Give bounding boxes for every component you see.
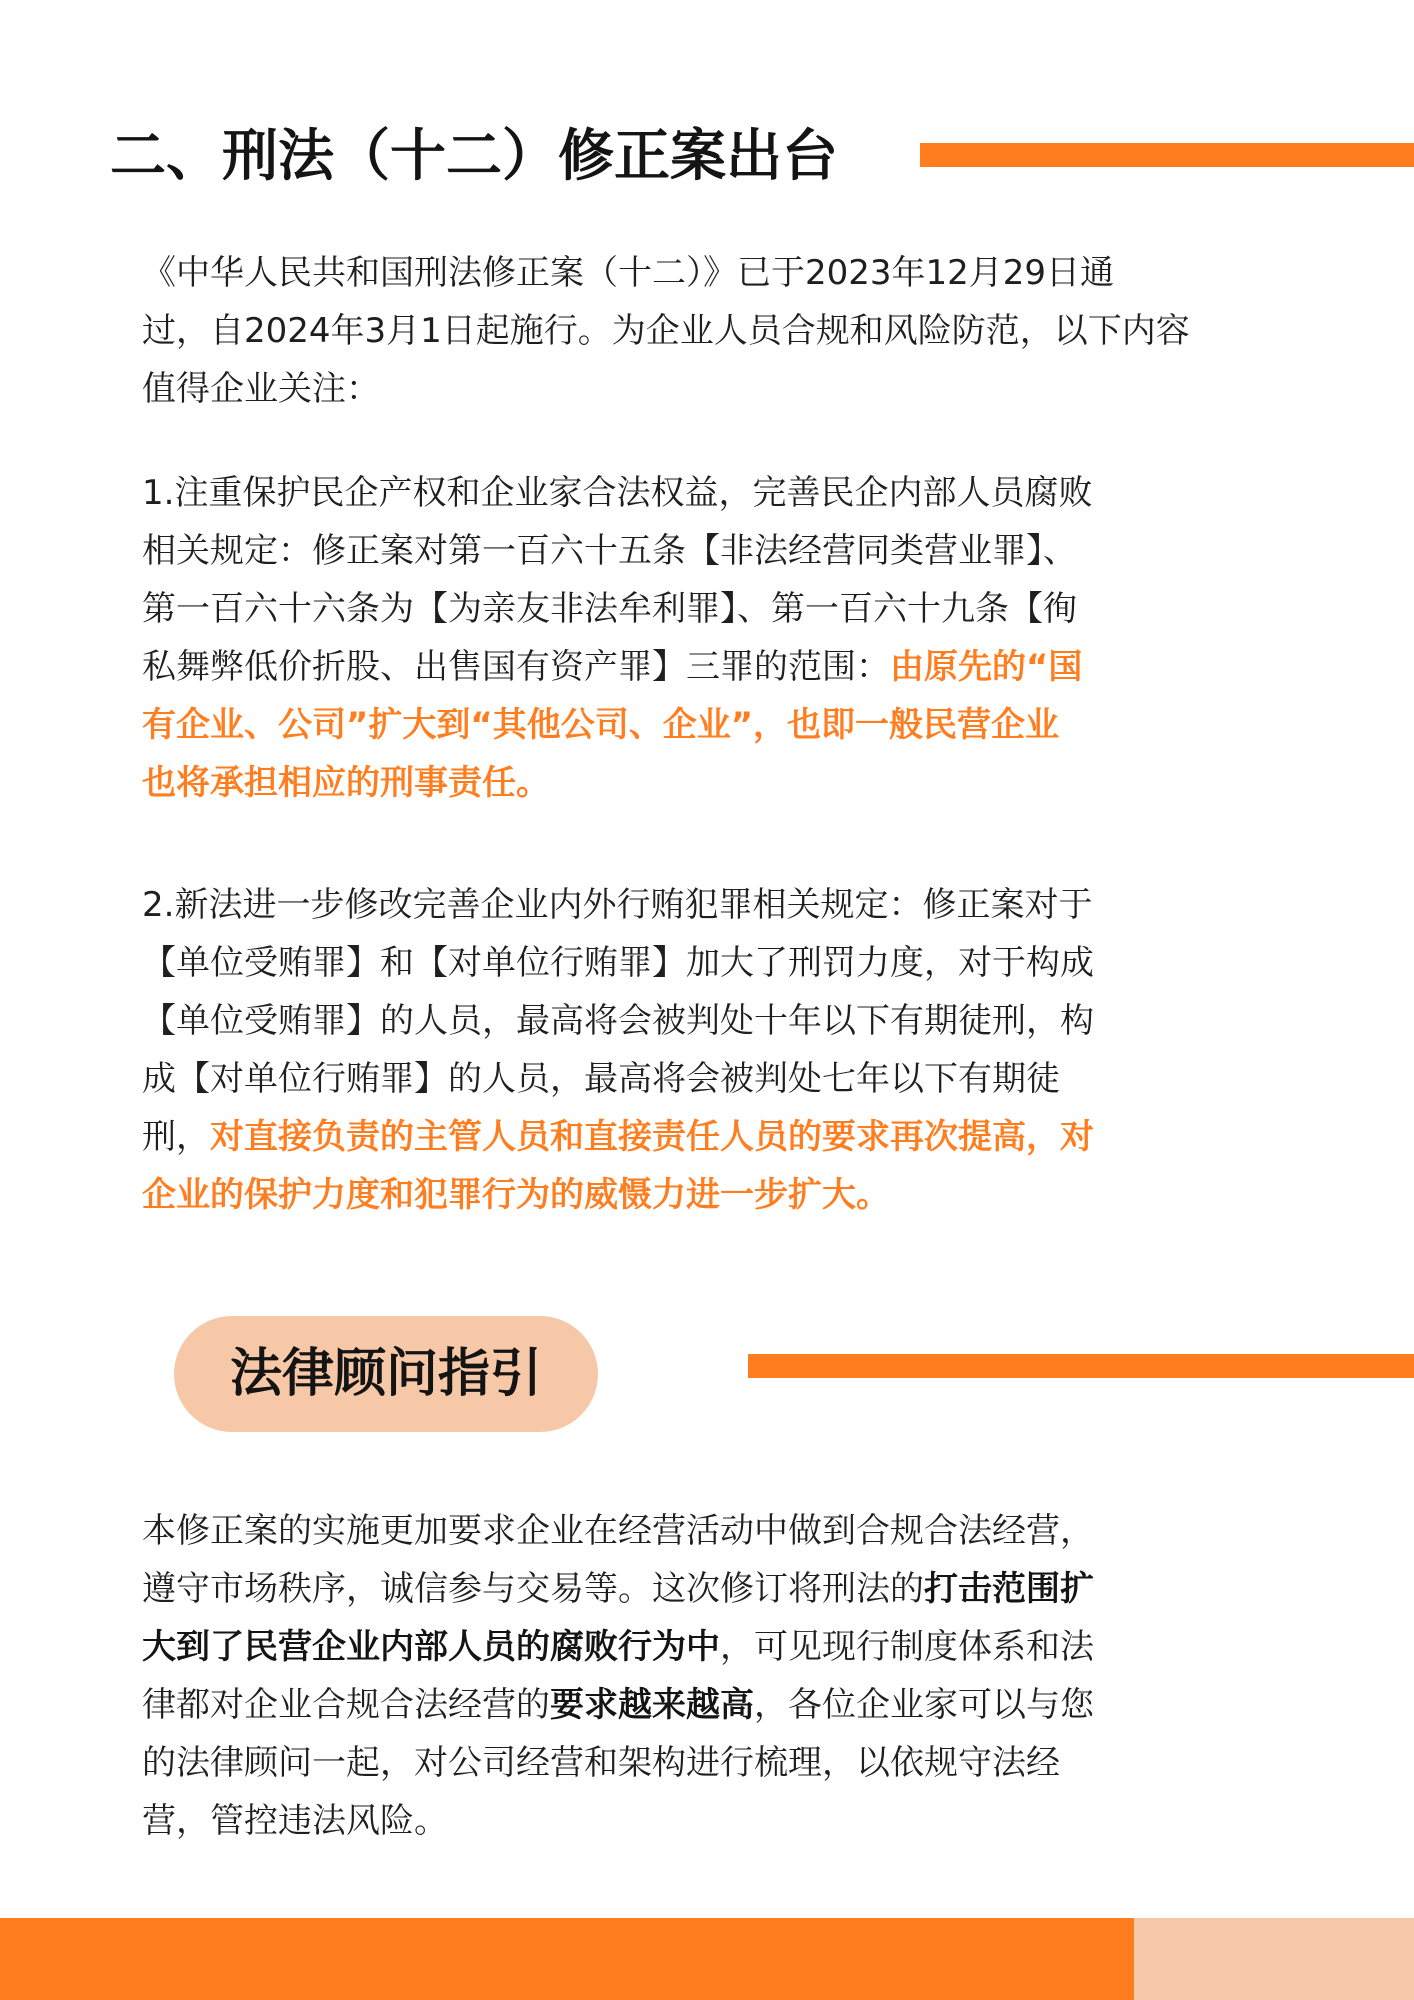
title-accent-bar: [920, 143, 1414, 167]
point-2-line: 【单位受贿罪】的人员，最高将会被判处十年以下有期徒刑，构: [142, 1001, 1094, 1041]
guide-line: [142, 1560, 1282, 1618]
point-1-line: [142, 638, 1282, 696]
guide-line: 营，管控违法风险。: [142, 1801, 448, 1841]
guide-heading: 法律顾问指引: [229, 1344, 542, 1404]
point-2-paragraph: [142, 876, 1282, 1224]
point-1-text: 私舞弊低价折股、出售国有资产罪】三罪的范围：: [142, 647, 890, 687]
guide-text: ，可见现行制度体系和法: [720, 1627, 1094, 1667]
guide-bold-text: 打击范围扩: [924, 1569, 1094, 1609]
guide-bold-text: 大到了民营企业内部人员的腐败行为中: [142, 1627, 720, 1667]
guide-paragraph: [142, 1502, 1282, 1850]
point-2-line: 2.新法进一步修改完善企业内外行贿犯罪相关规定：修正案对于: [142, 885, 1093, 925]
point-1-highlight-line: 也将承担相应的刑事责任。: [142, 763, 550, 803]
guide-bold-text: 要求越来越高: [550, 1685, 754, 1725]
point-2-text: 刑，: [142, 1117, 210, 1157]
point-1-line: 第一百六十六条为【为亲友非法牟利罪】、第一百六十九条【徇: [142, 589, 1077, 629]
section-title: 二、刑法（十二）修正案出台: [110, 124, 838, 189]
point-1-line: 相关规定：修正案对第一百六十五条【非法经营同类营业罪】、: [142, 531, 1077, 571]
point-2-highlight-line: 企业的保护力度和犯罪行为的威慑力进一步扩大。: [142, 1175, 890, 1215]
point-2-line: 成【对单位行贿罪】的人员，最高将会被判处七年以下有期徒: [142, 1059, 1060, 1099]
footer-bar-orange: [0, 1918, 1134, 2000]
point-2-highlight: 对直接负责的主管人员和直接责任人员的要求再次提高，对: [210, 1117, 1094, 1157]
point-1-highlight: 由原先的“国: [890, 647, 1083, 687]
point-1-paragraph: [142, 464, 1282, 812]
intro-paragraph: [142, 244, 1282, 418]
intro-line: 值得企业关注：: [142, 369, 380, 409]
point-2-line: 【单位受贿罪】和【对单位行贿罪】加大了刑罚力度，对于构成: [142, 943, 1094, 983]
guide-line: 的法律顾问一起，对公司经营和架构进行梳理，以依规守法经: [142, 1743, 1060, 1783]
point-2-line: [142, 1108, 1282, 1166]
intro-line: 《中华人民共和国刑法修正案（十二）》已于2023年12月29日通: [142, 253, 1115, 293]
guide-accent-bar: [748, 1354, 1414, 1378]
guide-line: [142, 1618, 1282, 1676]
footer-bar-peach: [1134, 1918, 1414, 2000]
guide-line: 本修正案的实施更加要求企业在经营活动中做到合规合法经营，: [142, 1511, 1094, 1551]
point-1-highlight-line: 有企业、公司”扩大到“其他公司、企业”，也即一般民营企业: [142, 705, 1060, 745]
guide-line: [142, 1676, 1282, 1734]
intro-line: 过，自2024年3月1日起施行。为企业人员合规和风险防范，以下内容: [142, 311, 1190, 351]
guide-text: 遵守市场秩序，诚信参与交易等。这次修订将刑法的: [142, 1569, 924, 1609]
guide-text: ，各位企业家可以与您: [754, 1685, 1094, 1725]
guide-heading-badge: [174, 1316, 598, 1432]
point-1-line: 1.注重保护民企产权和企业家合法权益，完善民企内部人员腐败: [142, 473, 1093, 513]
guide-text: 律都对企业合规合法经营的: [142, 1685, 550, 1725]
